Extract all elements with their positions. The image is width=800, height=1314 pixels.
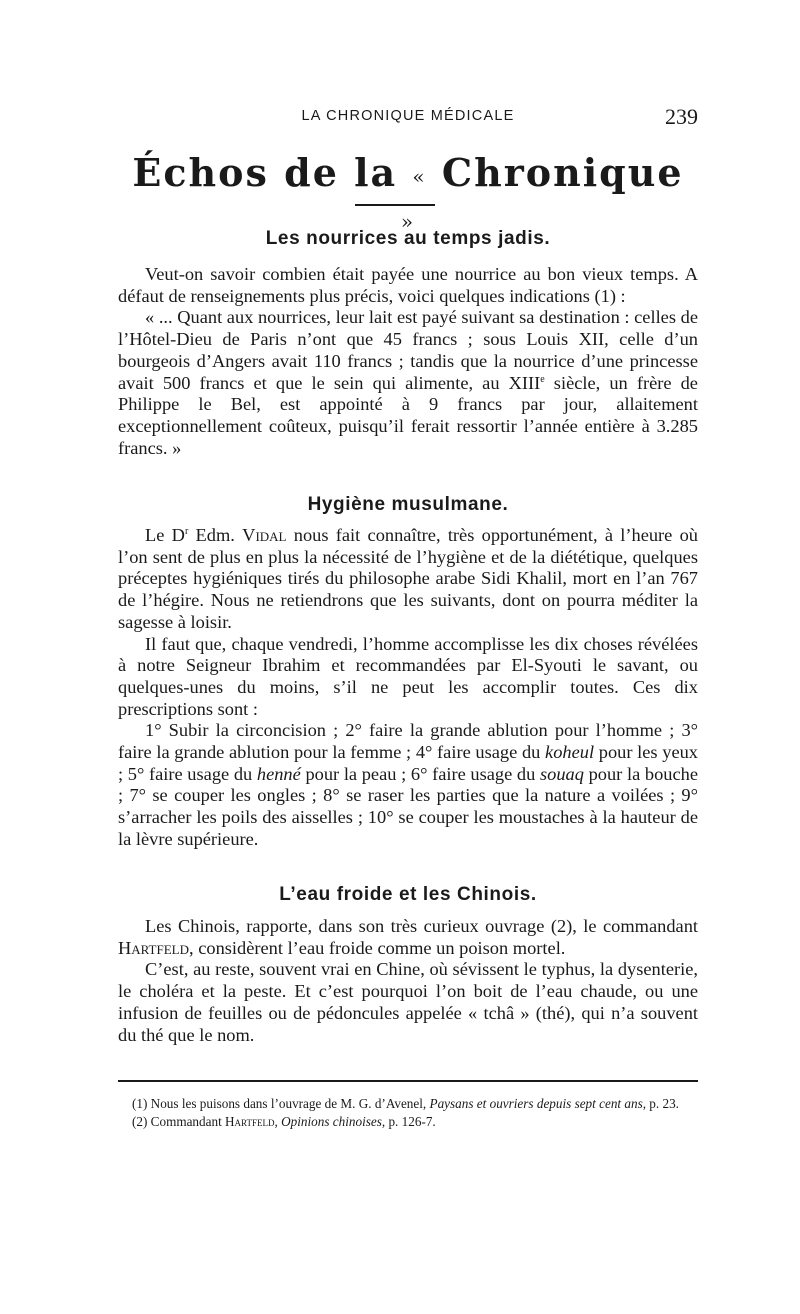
footnotes (118, 1095, 698, 1131)
text-run: Les Chinois, rapporte, dans son très curieux ouvrage (2), le commandant (145, 916, 698, 936)
text-run: pour la bouche ; 7° se couper les ongles ; 8° se raser les parties que la nature a voilées ; 9° s’arracher les poils des aisselles ; 10° se couper les moustaches à la hauteur de la lèvre supérieure. (118, 763, 698, 849)
text-run: , p. 126-7. (381, 1114, 436, 1129)
footnote-2 (118, 1113, 698, 1131)
text-run: nous fait connaître, très opportunément, à l’heure où l’on sent de plus en plus la nécessité de l’hygiène et de la diététique, quelques préceptes hygiéniques tirés du philosophe arabe Sidi Khalil, mort en l’an 767 de l’hégire. Nous ne retiendrons que les suivants, dont on pourra méditer la sagesse à loisir. (118, 525, 699, 632)
superscript: e (540, 373, 545, 385)
footnote-1 (118, 1095, 698, 1113)
title-main: Échos de la (132, 150, 398, 195)
author-name: Hartfeld (225, 1114, 275, 1129)
paragraph: C’est, au reste, souvent vrai en Chine, où sévissent le typhus, la dysenterie, le choléra et la peste. Et c’est pourquoi l’on boit de l’eau chaude, ou une infusion de feuilles ou de pédoncules appelée « tchâ » (thé), qui n’a souvent du thé que le nom. (118, 959, 698, 1045)
section-heading-eau-froide: L’eau froide et les Chinois. (279, 884, 537, 905)
text-run: , p. 23. (642, 1096, 679, 1111)
book-title: Paysans et ouvriers depuis sept cent ans (429, 1096, 643, 1111)
text-run: , considèrent l’eau froide comme un poison mortel. (189, 937, 566, 958)
text-run: (1) Nous les puisons dans l’ouvrage de M. G. d’Avenel, (132, 1096, 430, 1111)
title-open-quote: « (412, 164, 427, 189)
page-title (118, 150, 698, 240)
paragraph (118, 525, 698, 634)
title-chronique: Chronique (441, 150, 684, 195)
text-run: 1° Subir la circoncision ; 2° faire la grande ablution pour l’homme ; 3° faire la grande ablution pour la femme ; 4° faire usage du (118, 720, 698, 763)
text-run: siècle, un frère de Philippe le Bel, est appointé à 9 francs par jour, allaitement exceptionnellement coûteux, puisqu’il ferait ressortir l’année entière à 3.285 francs. » (118, 372, 698, 458)
section-body-nourrices (118, 264, 698, 459)
paragraph (118, 307, 698, 459)
text-run: pour la peau ; 6° faire usage du (300, 763, 540, 784)
text-run: « ... Quant aux nourrices, leur lait est payé suivant sa destination : celles de l’Hôtel-Dieu de Paris n’ont que 45 francs ; sous Louis XII, celle d’un bourgeois d’Angers avait 110 francs ; tandis que la nourrice d’une princesse avait 500 francs et que le sein qui alimente, au XIII (118, 307, 698, 393)
running-head (118, 104, 698, 134)
running-title: LA CHRONIQUE MÉDICALE (301, 108, 515, 124)
superscript: r (184, 525, 189, 537)
section-body-eau-froide (118, 916, 698, 1046)
book-title: Opinions chinoises (281, 1114, 382, 1129)
author-name: Vidal (242, 525, 287, 545)
text-run: , (274, 1114, 282, 1129)
section-heading-hygiene: Hygiène musulmane. (307, 494, 509, 515)
paragraph (118, 916, 698, 959)
section-body-hygiene (118, 525, 698, 851)
paragraph: Il faut que, chaque vendredi, l’homme accomplisse les dix choses révélées à notre Seigneur Ibrahim et recommandées par El-Syouti le savant, ou quelques-unes du moins, s’il ne peut les accomplir toutes. Ces dix prescriptions sont : (118, 633, 698, 719)
paragraph: Veut-on savoir combien était payée une nourrice au bon vieux temps. A défaut de renseignements plus précis, voici quelques indications (1) : (118, 264, 698, 306)
text-run: Le D (145, 525, 185, 545)
text-run: (2) Commandant (132, 1114, 226, 1129)
text-run: pour les yeux ; 5° faire usage du (118, 742, 698, 784)
paragraph (118, 720, 698, 850)
title-divider (355, 204, 435, 206)
section-heading-nourrices: Les nourrices au temps jadis. (265, 228, 551, 249)
author-name: Hartfeld (118, 937, 190, 958)
term-souaq: souaq (539, 763, 584, 784)
footnote-divider (118, 1080, 698, 1082)
text-run: Edm. (188, 525, 243, 545)
term-henne: henné (256, 763, 301, 784)
page-number: 239 (665, 104, 698, 129)
term-koheul: koheul (545, 742, 595, 763)
title-close-quote: » (400, 209, 416, 234)
